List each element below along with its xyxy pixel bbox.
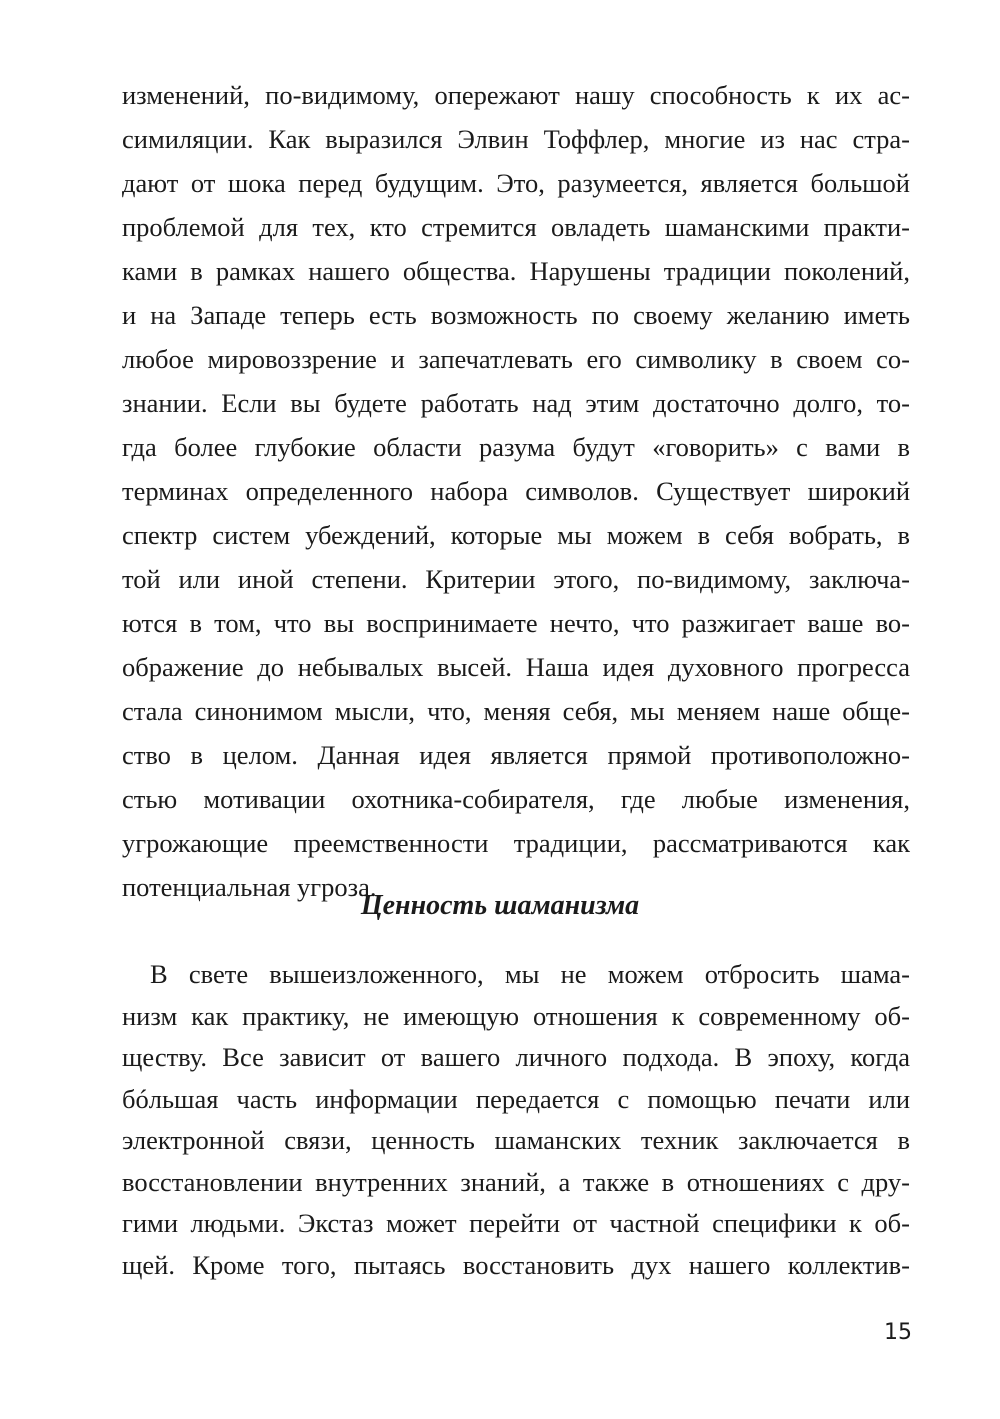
text-line: низм как практику, не имеющую отношения к современному об- [122,1000,910,1031]
text-line: стью мотивации охотника-собирателя, где любые изменения, [122,784,910,814]
text-line: терминах определенного набора символов. Существует широкий [122,476,910,506]
text-line: симиляции. Как выразился Элвин Тоффлер, многие из нас стра- [122,124,910,154]
text-line: щей. Кроме того, пытаясь восстановить дух нашего коллектив- [122,1249,910,1280]
text-line: бóльшая часть информации передается с помощью печати или [122,1083,910,1114]
text-line: проблемой для тех, кто стремится овладеть шаманскими практи- [122,212,910,242]
text-line: ществу. Все зависит от вашего личного подхода. В эпоху, когда [122,1042,910,1072]
text-line: знании. Если вы будете работать над этим достаточно долго, то- [122,388,910,418]
text-line: ками в рамках нашего общества. Нарушены традиции поколений, [122,256,910,286]
text-line: электронной связи, ценность шаманских техник заключается в [122,1125,910,1155]
section-heading: Ценность шаманизма [360,890,640,921]
text-line: угрожающие преемственности традиции, рассматриваются как [122,828,910,858]
text-line: стала синонимом мысли, что, меняя себя, мы меняем наше обще- [122,696,910,726]
text-line: гда более глубокие области разума будут «говорить» с вами в [122,432,910,462]
text-line: ство в целом. Данная идея является прямой противоположно- [122,740,910,770]
text-line: гими людьми. Экстаз может перейти от частной специфики к об- [122,1208,910,1238]
paragraph-2 [122,954,910,1286]
text-line: дают от шока перед будущим. Это, разумеется, является большой [122,168,910,198]
text-line: ются в том, что вы воспринимаете нечто, что разжигает ваше во- [122,608,910,638]
paragraph-1 [122,73,910,909]
text-line: потенциальная угроза. [122,872,377,902]
text-line: восстановлении внутренних знаний, а также в отношениях с дру- [122,1166,910,1197]
text-line: ображение до небывалых высей. Наша идея духовного прогресса [122,652,910,682]
text-line: изменений, по-видимому, опережают нашу способность к их ас- [122,80,910,110]
text-line: спектр систем убеждений, которые мы можем в себя вобрать, в [122,520,910,550]
text-line: любое мировоззрение и запечатлевать его символику в своем со- [122,344,910,374]
page-number: 15 [884,1320,912,1345]
text-line: той или иной степени. Критерии этого, по-видимому, заключа- [122,564,910,594]
text-line: В свете вышеизложенного, мы не можем отбросить шама- [150,959,910,989]
text-line: и на Западе теперь есть возможность по своему желанию иметь [122,300,910,330]
